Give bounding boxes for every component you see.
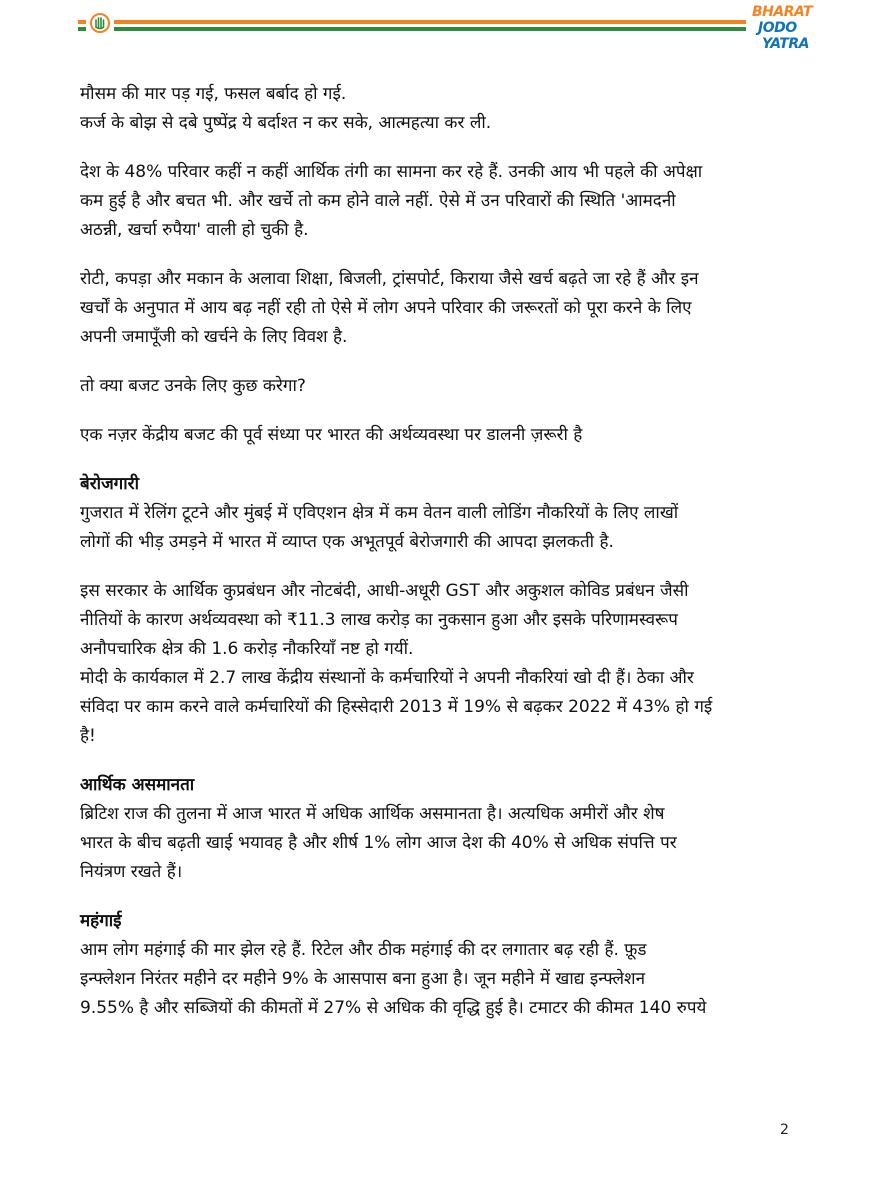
paragraph-household-finance: देश के 48% परिवार कहीं न कहीं आर्थिक तंगी का सामना कर रहे हैं. उनकी आय भी पहले की अपेक्षा कम हुई है और बचत भी. और खर्चे तो कम होने वाले नहीं. ऐसे में उन परिवारों की स्थिति 'आमदनी अठन्नी, खर्चा रुपैया' वाली हो चुकी है. (80, 162, 703, 240)
section-heading-unemployment: बेरोजगारी (80, 474, 140, 494)
green-band (78, 27, 746, 31)
paragraph-inflation: आम लोग महंगाई की मार झेल रहे हैं. रिटेल और ठीक महंगाई की दर लगातार बढ़ रही हैं. फ़ूड इन्फ्लेशन निरंतर महीने दर महीने 9% के आसपास बना हुआ है। जून महीने में खाद्य इन्फ्लेशन 9.55% है और सब्जियों की कीमतों में 27% से अधिक की वृद्धि हुई है। टमाटर की कीमत 140 रुपये (80, 940, 707, 1018)
paragraph-unemployment-crowds: गुजरात में रेलिंग टूटने और मुंबई में एविएशन क्षेत्र में कम वेतन वाली लोडिंग नौकरियों के लिए लाखों लोगों की भीड़ उमड़ने में भारत में व्याप्त एक अभूतपूर्व बेरोजगारी की आपदा झलकती है. (80, 503, 679, 552)
document-body (80, 72, 792, 1023)
bharat-jodo-yatra-logo: BHARAT JODO YATRA (752, 4, 813, 52)
paragraph-inequality: ब्रिटिश राज की तुलना में आज भारत में अधिक आर्थिक असमानता है। अत्यधिक अमीरों और शेष भारत के बीच बढ़ती खाई भयावह है और शीर्ष 1% लोग आज देश की 40% से अधिक संपत्ति पर नियंत्रण रखते हैं। (80, 804, 677, 882)
section-heading-inflation: महंगाई (80, 911, 122, 931)
congress-hand-icon (86, 10, 114, 36)
paragraph-unemployment-mismanagement: इस सरकार के आर्थिक कुप्रबंधन और नोटबंदी, आधी-अधूरी GST और अकुशल कोविड प्रबंधन जैसी नीतियों के कारण अर्थव्यवस्था को ₹11.3 लाख करोड़ का नुकसान हुआ और इसके परिणामस्वरूप अनौपचारिक क्षेत्र की 1.6 करोड़ नौकरियाँ नष्ट हो गयीं. मोदी के कार्यकाल में 2.7 लाख केंद्रीय संस्थानों के कर्मचारियों ने अपनी नौकरियां खो दी हैं। ठेका और संविदा पर काम करने वाले कर्मचारियों की हिस्सेदारी 2013 में 19% से बढ़कर 2022 में 43% हो गई है! (80, 581, 713, 746)
section-heading-inequality: आर्थिक असमानता (80, 775, 195, 795)
paragraph-economy-glance: एक नज़र केंद्रीय बजट की पूर्व संध्या पर भारत की अर्थव्यवस्था पर डालनी ज़रूरी है (80, 425, 583, 445)
paragraph-crop-loss: मौसम की मार पड़ गई, फसल बर्बाद हो गई. कर्ज के बोझ से दबे पुष्पेंद्र ये बर्दाश्त न कर सके, आत्महत्या कर ली. (80, 84, 492, 133)
page-header (0, 0, 869, 80)
paragraph-rising-expenses: रोटी, कपड़ा और मकान के अलावा शिक्षा, बिजली, ट्रांसपोर्ट, किराया जैसे खर्च बढ़ते जा रहे हैं और इन खर्चों के अनुपात में आय बढ़ नहीं रही तो ऐसे में लोग अपने परिवार की जरूरतों को पूरा करने के लिए अपनी जमापूँजी को खर्चने के लिए विवश है. (80, 269, 699, 347)
paragraph-budget-question: तो क्या बजट उनके लिए कुछ करेगा? (80, 376, 306, 396)
page-number: 2 (780, 1122, 789, 1138)
